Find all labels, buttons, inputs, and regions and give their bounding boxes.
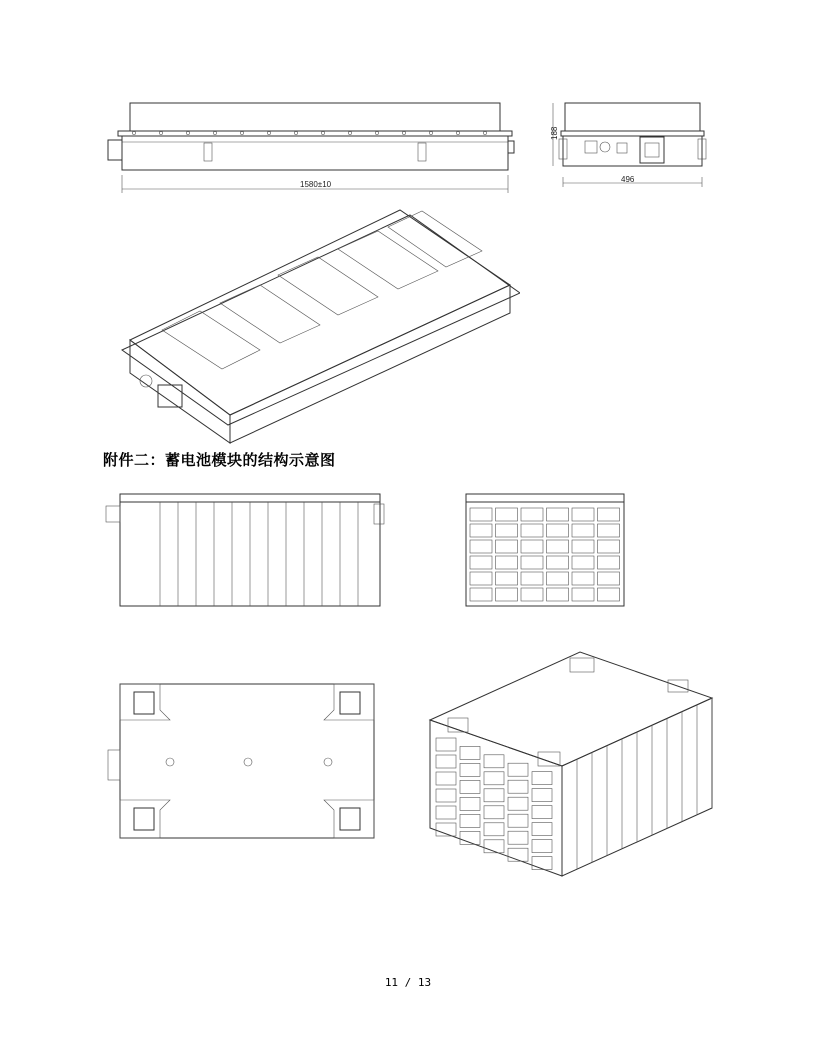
module-isometric-view — [420, 648, 720, 878]
appendix-caption: 附件二：蓄电池模块的结构示意图 — [103, 451, 336, 469]
pack-side-view — [100, 95, 520, 200]
module-end-view — [462, 488, 632, 613]
dim-height-label: 188 — [550, 126, 559, 140]
dim-length-label: 1580±10 — [300, 180, 332, 189]
module-front-view — [100, 488, 400, 613]
page-number: 11 / 13 — [384, 976, 432, 989]
dim-width-label: 496 — [621, 175, 635, 184]
pack-isometric-view — [110, 205, 520, 445]
pack-end-view — [545, 95, 720, 200]
module-top-view — [100, 680, 400, 845]
